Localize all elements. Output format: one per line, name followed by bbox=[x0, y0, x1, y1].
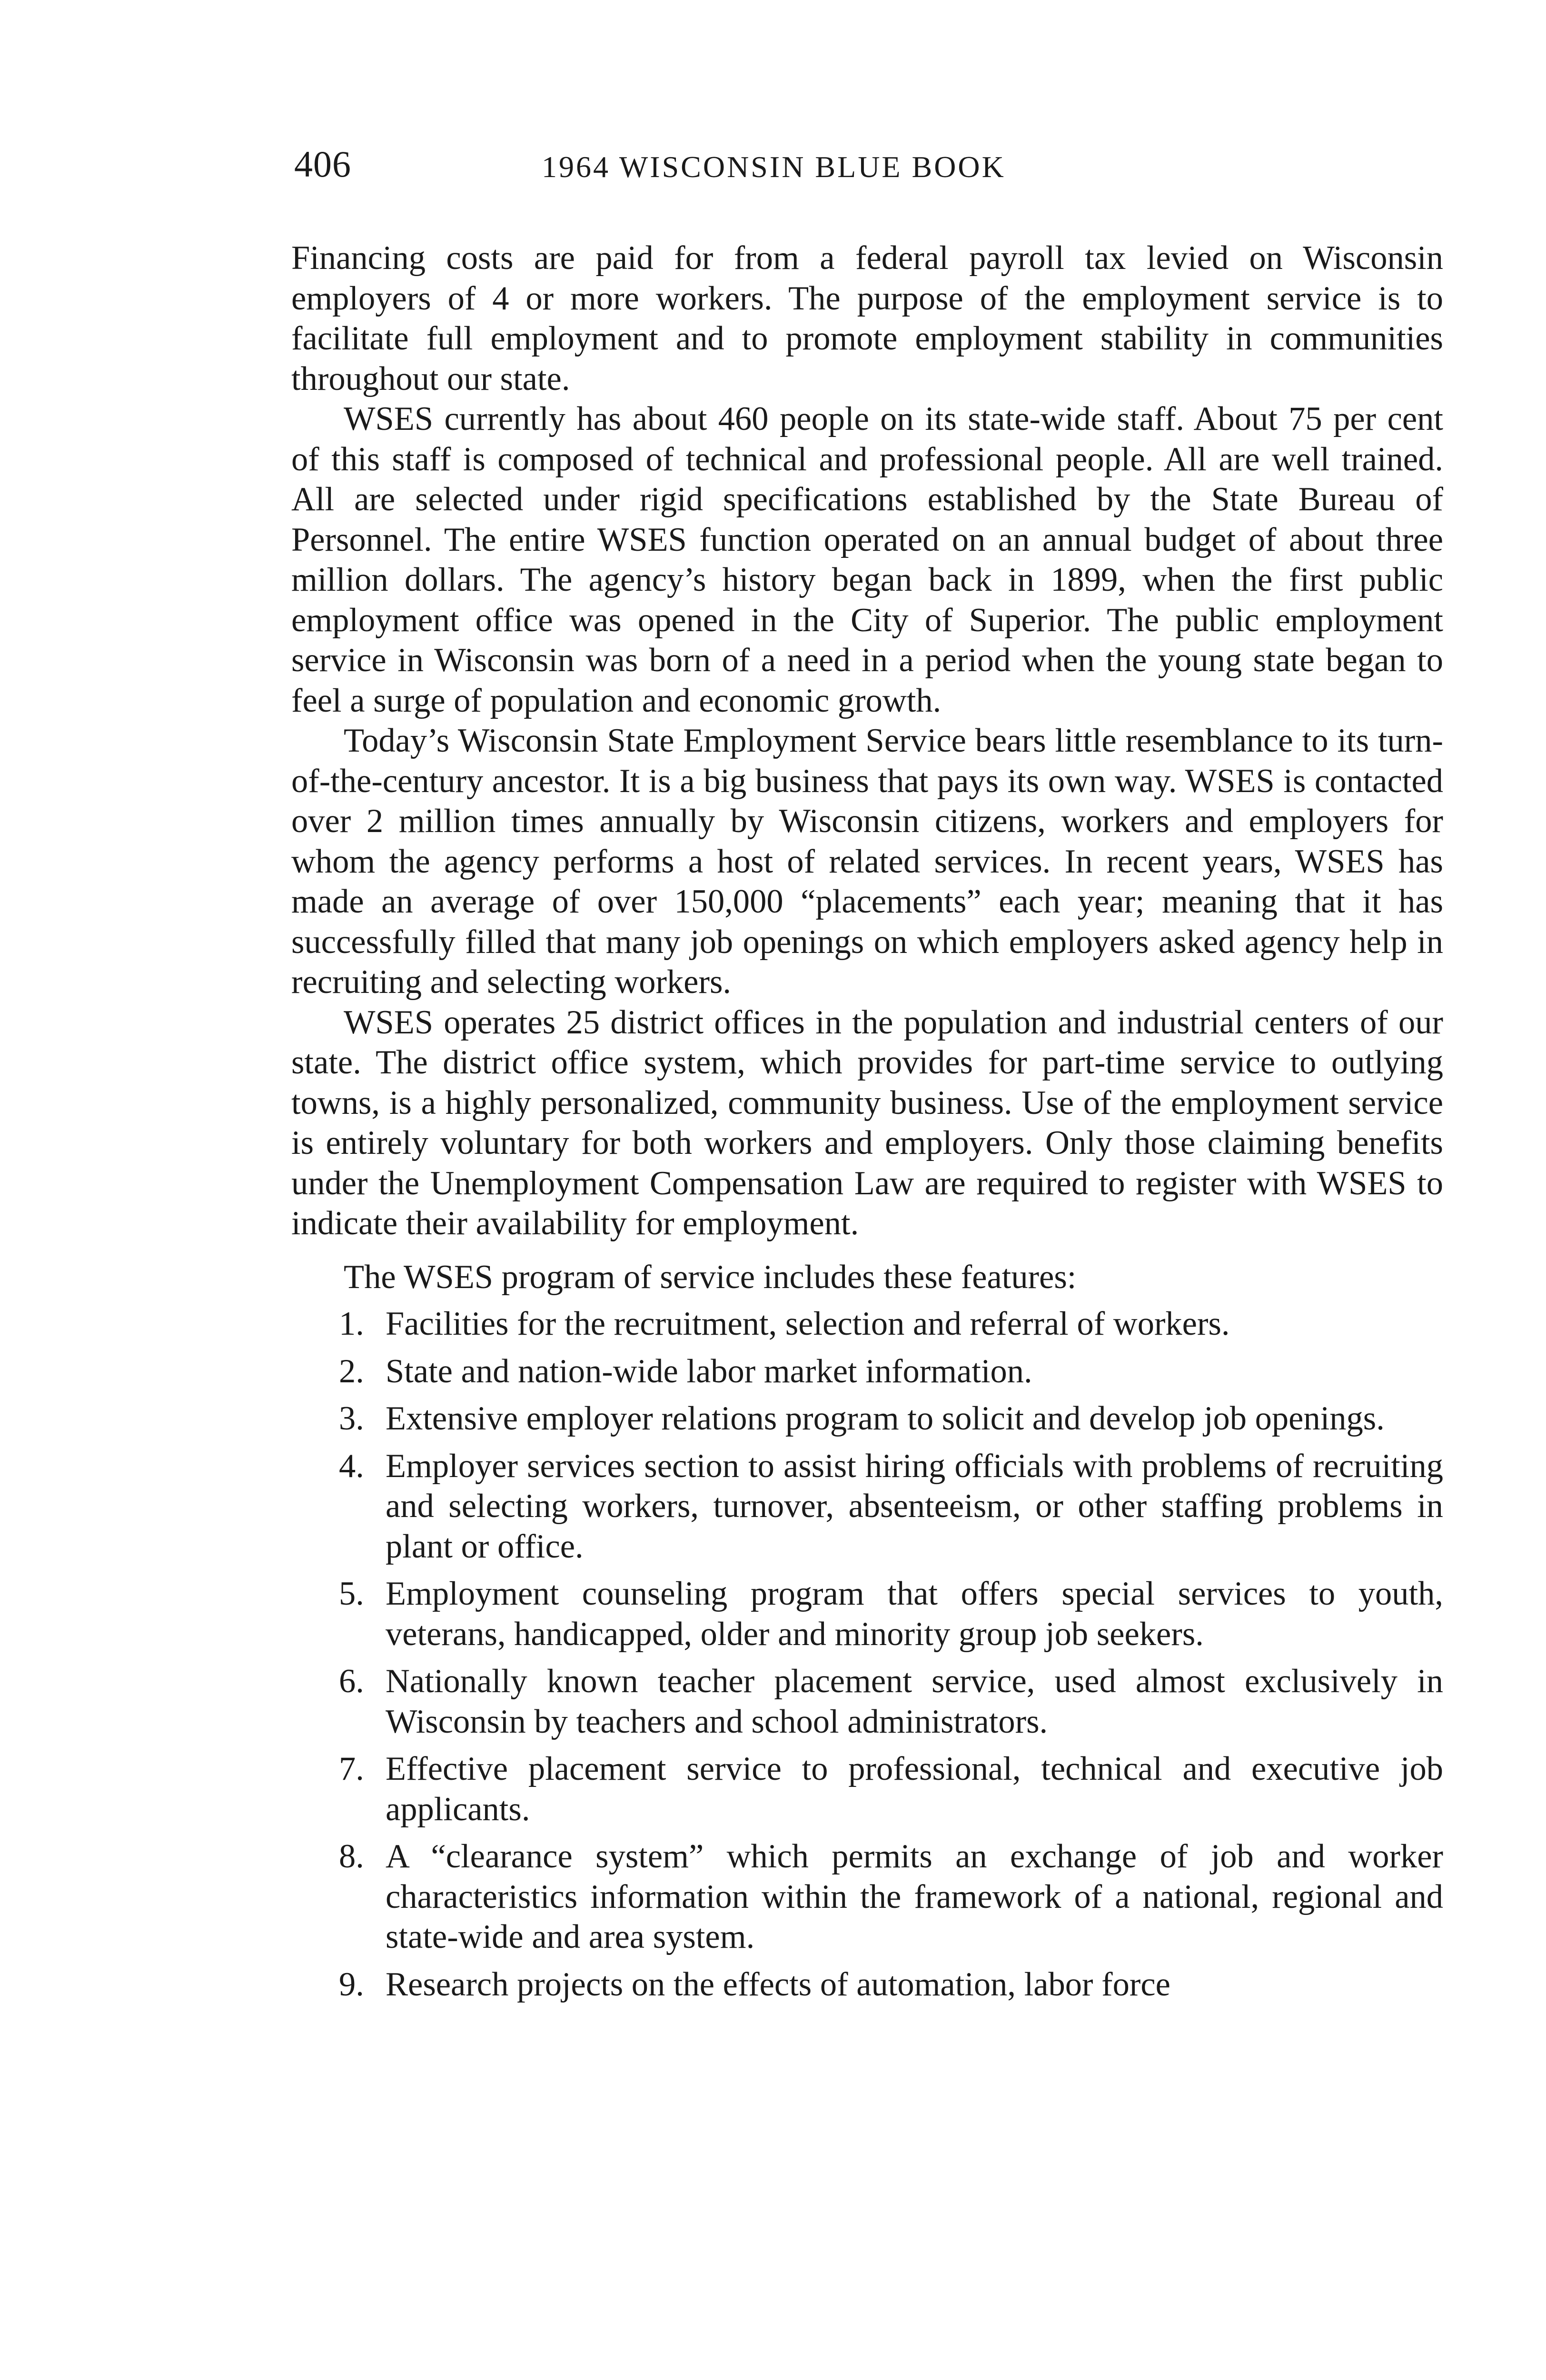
features-list bbox=[291, 1304, 1443, 2004]
feature-number: 8. bbox=[339, 1838, 364, 1875]
page-number: 406 bbox=[294, 143, 351, 185]
feature-text: Extensive employer relations program to solicit and develop job openings. bbox=[386, 1400, 1385, 1437]
feature-number: 3. bbox=[339, 1400, 364, 1437]
features-intro: The WSES program of service includes these features: bbox=[344, 1258, 1077, 1296]
feature-number: 9. bbox=[339, 1965, 364, 2003]
feature-number: 7. bbox=[339, 1750, 364, 1787]
feature-number: 2. bbox=[339, 1352, 364, 1390]
feature-number: 1. bbox=[339, 1305, 364, 1342]
paragraph-staff: WSES currently has about 460 people on its state-wide staff. About 75 per cent of this staff is composed of technical and professional people. All are well trained. All are selected under rigid specifications established by the State Bureau of Personnel. The entire WSES function operated on an annual budget of about three million dollars. The agency’s history began back in 1899, when the first public employment office was opened in the City of Superior. The public employment service in Wisconsin was born of a need in a period when the young state began to feel a surge of population and economic growth. bbox=[291, 400, 1443, 719]
page-header bbox=[294, 143, 1446, 200]
feature-item bbox=[291, 1398, 1443, 1439]
running-title: 1964 WISCONSIN BLUE BOOK bbox=[542, 150, 1006, 184]
feature-number: 4. bbox=[339, 1447, 364, 1485]
feature-text: State and nation-wide labor market information. bbox=[386, 1352, 1032, 1390]
paragraph-district-offices: WSES operates 25 district offices in the population and industrial centers of our state. The district office system, which provides for part-time service to outlying towns, is a highly personalized, community business. Use of the employment service is entirely voluntary for both workers and employers. Only those claiming benefits under the Unemployment Compensation Law are required to register with WSES to indicate their availability for employment. bbox=[291, 1003, 1443, 1242]
feature-number: 6. bbox=[339, 1663, 364, 1700]
feature-text: Facilities for the recruitment, selection and referral of workers. bbox=[386, 1305, 1230, 1342]
paragraph-today: Today’s Wisconsin State Employment Service bears little resemblance to its turn-of-the-century ancestor. It is a big business that pays its own way. WSES is contacted over 2 million times annually by Wisconsin citizens, workers and employers for whom the agency performs a host of related services. In recent years, WSES has made an average of over 150,000 “placements” each year; meaning that it has successfully filled that many job openings on which employers asked agency help in recruiting and selecting workers. bbox=[291, 722, 1443, 1001]
feature-item bbox=[291, 1304, 1443, 1344]
feature-item bbox=[291, 1964, 1443, 2005]
feature-item bbox=[291, 1749, 1443, 1829]
feature-text: Nationally known teacher placement service, used almost exclusively in Wisconsin by teachers and school administrators. bbox=[386, 1663, 1443, 1740]
feature-item bbox=[291, 1661, 1443, 1742]
feature-item bbox=[291, 1574, 1443, 1654]
paragraph-financing: Financing costs are paid for from a federal payroll tax levied on Wisconsin employers of 4 or more workers. The purpose of the employment service is to facilitate full employment and to promote employment stability in communities throughout our state. bbox=[291, 239, 1443, 397]
feature-text: Effective placement service to professional, technical and executive job applicants. bbox=[386, 1750, 1443, 1828]
feature-text: Research projects on the effects of automation, labor force bbox=[386, 1965, 1170, 2003]
feature-text: Employment counseling program that offers special services to youth, veterans, handicapped, older and minority group job seekers. bbox=[386, 1575, 1443, 1653]
feature-number: 5. bbox=[339, 1575, 364, 1612]
feature-item bbox=[291, 1836, 1443, 1957]
feature-item bbox=[291, 1446, 1443, 1567]
feature-text: Employer services section to assist hiring officials with problems of recruiting and selecting workers, turnover, absenteeism, or other staffing problems in plant or office. bbox=[386, 1447, 1443, 1565]
feature-item bbox=[291, 1351, 1443, 1392]
body-text bbox=[291, 238, 1443, 2012]
feature-text: A “clearance system” which permits an exchange of job and worker characteristics information within the framework of a national, regional and state-wide and area system. bbox=[386, 1838, 1443, 1955]
